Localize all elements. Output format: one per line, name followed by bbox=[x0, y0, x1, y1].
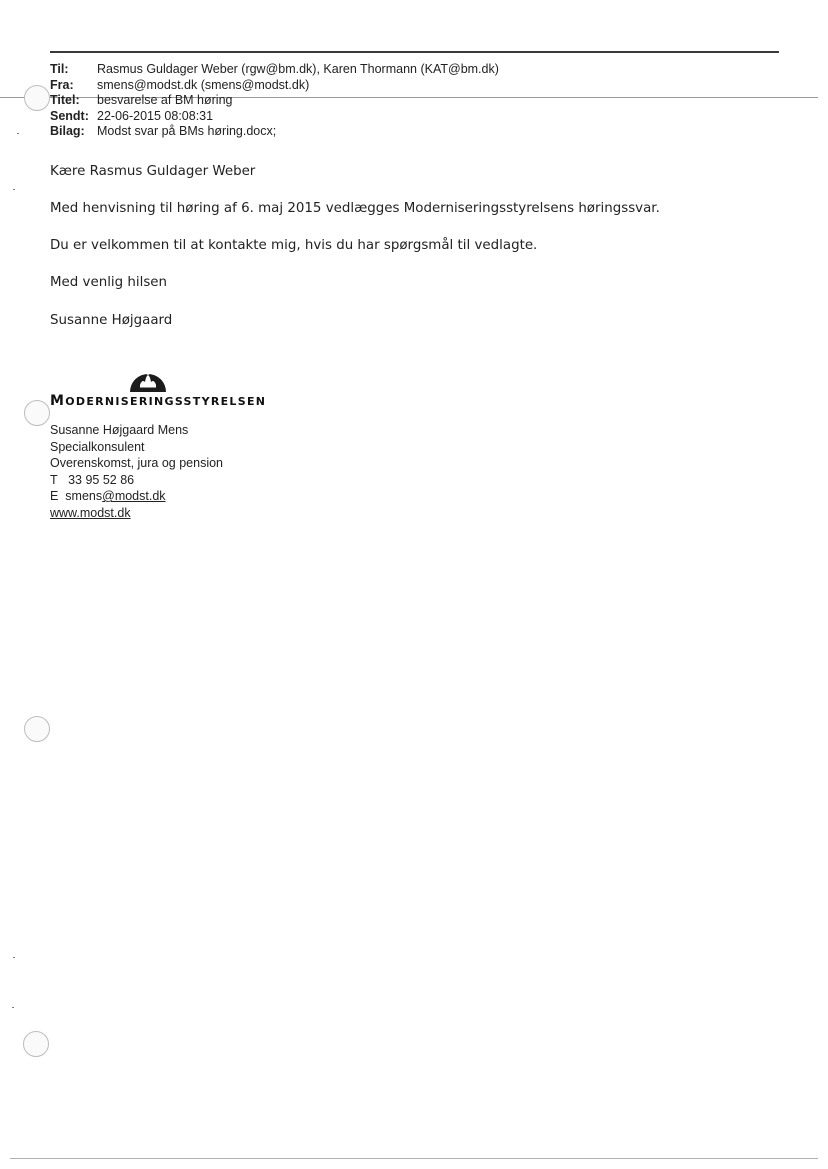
agency-logo-wordmark bbox=[50, 393, 266, 409]
logo-rest: ODERNISERINGSSTYRELSEN bbox=[65, 395, 267, 408]
email-signature bbox=[50, 422, 223, 521]
closing: Med venlig hilsen bbox=[50, 275, 168, 290]
logo-initial: M bbox=[50, 393, 66, 409]
scan-speck bbox=[17, 133, 19, 134]
signature-department: Overenskomst, jura og pension bbox=[50, 456, 224, 470]
phone-number: 33 95 52 86 bbox=[68, 472, 135, 487]
header-row-from bbox=[50, 78, 499, 94]
punch-hole bbox=[23, 1031, 49, 1057]
header-row-sent bbox=[50, 109, 499, 125]
body-paragraph-1: Med henvisning til høring af 6. maj 2015 vedlægges Moderniseringsstyrelsens høringssvar. bbox=[50, 201, 660, 216]
signature-name: Susanne Højgaard Mens bbox=[50, 423, 189, 437]
subject-label: Titel: bbox=[50, 93, 80, 107]
greeting: Kære Rasmus Guldager Weber bbox=[50, 164, 256, 179]
header-top-rule bbox=[50, 51, 779, 53]
subject-value: besvarelse af BM høring bbox=[97, 93, 233, 107]
header-row-to bbox=[50, 62, 499, 78]
email-header bbox=[50, 62, 499, 140]
scan-speck bbox=[13, 957, 15, 958]
header-row-subject bbox=[50, 93, 499, 109]
sender-name: Susanne Højgaard bbox=[50, 313, 173, 328]
punch-hole bbox=[24, 85, 50, 111]
signature-title: Specialkonsulent bbox=[50, 439, 145, 454]
crown-icon bbox=[128, 365, 168, 393]
signature-email-line bbox=[50, 488, 223, 505]
email-link[interactable]: @modst.dk bbox=[102, 489, 166, 503]
attachment-value: Modst svar på BMs høring.docx; bbox=[97, 124, 277, 138]
header-row-attachment bbox=[50, 124, 499, 140]
attachment-label: Bilag: bbox=[50, 124, 85, 138]
page-bottom-rule bbox=[10, 1158, 818, 1159]
to-label: Til: bbox=[50, 62, 69, 76]
sent-value: 22-06-2015 08:08:31 bbox=[97, 108, 214, 123]
website-link[interactable]: www.modst.dk bbox=[50, 505, 131, 520]
sent-label: Sendt: bbox=[50, 108, 89, 123]
scan-speck bbox=[12, 1007, 14, 1008]
punch-hole bbox=[24, 400, 50, 426]
signature-phone-line bbox=[50, 472, 223, 489]
scan-speck bbox=[13, 189, 15, 190]
to-value: Rasmus Guldager Weber (rgw@bm.dk), Karen Thormann (KAT@bm.dk) bbox=[97, 62, 499, 76]
from-value: smens@modst.dk (smens@modst.dk) bbox=[97, 77, 310, 92]
agency-logo bbox=[50, 365, 280, 409]
phone-prefix: T bbox=[50, 472, 58, 487]
email-user: smens bbox=[65, 489, 103, 503]
email-prefix: E bbox=[50, 489, 59, 503]
body-paragraph-2: Du er velkommen til at kontakte mig, hvis du har spørgsmål til vedlagte. bbox=[50, 238, 538, 253]
from-label: Fra: bbox=[50, 77, 74, 92]
punch-hole bbox=[24, 716, 50, 742]
